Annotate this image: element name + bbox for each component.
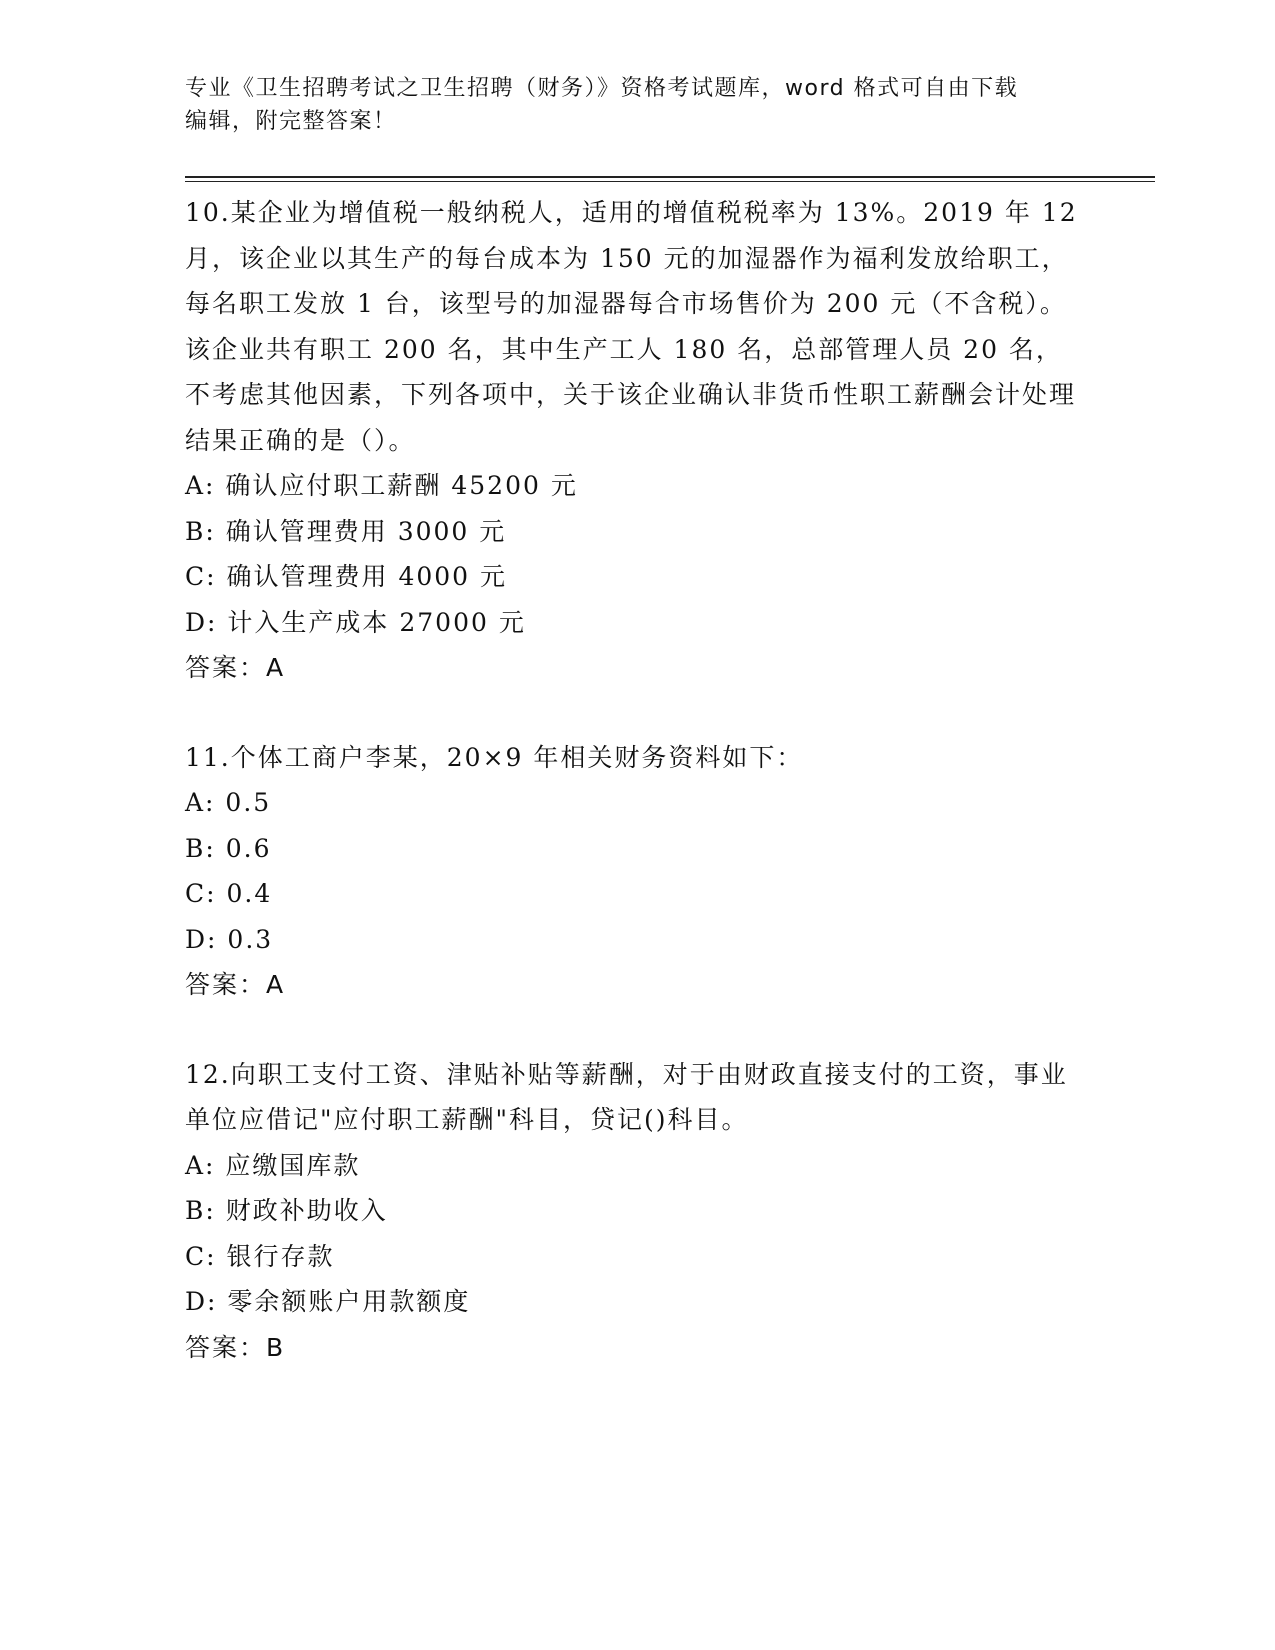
question-11 — [185, 735, 1085, 1008]
option-a: A: 确认应付职工薪酬 45200 元 — [185, 471, 578, 500]
document-header — [185, 72, 1065, 138]
question-10 — [185, 190, 1085, 691]
question-list — [185, 190, 1085, 1414]
option-d: D: 计入生产成本 27000 元 — [185, 607, 526, 637]
answer-label: 答案：A — [185, 970, 286, 999]
option-c: C: 银行存款 — [185, 1241, 335, 1271]
header-divider-thin — [185, 181, 1155, 182]
option-c: C: 0.4 — [185, 879, 273, 908]
header-divider-thick — [185, 176, 1155, 178]
option-d: D: 0.3 — [185, 924, 274, 954]
option-b: B: 确认管理费用 3000 元 — [185, 516, 507, 546]
option-a: A: 0.5 — [185, 788, 272, 817]
header-line-2: 编辑，附完整答案！ — [185, 109, 397, 134]
option-a: A: 应缴国库款 — [185, 1150, 361, 1180]
question-stem: 12.向职工支付工资、津贴补贴等薪酬，对于由财政直接支付的工资，事业单位应借记"应付职工薪酬"科目，贷记()科目。 — [185, 1059, 1068, 1134]
question-stem: 10.某企业为增值税一般纳税人，适用的增值税税率为 13%。2019 年 12 月，该企业以其生产的每台成本为 150 元的加湿器作为福利发放给职工，每名职工发放 1 台，该型号的加湿器每合市场售价为 200 元（不含税）。该企业共有职工 200 名，其中生产工人 180 名，总部管理人员 20 名，不考虑其他因素，下列各项中，关于该企业确认非货币性职工薪酬会计处理结果正确的是（）。 — [185, 198, 1078, 455]
answer-label: 答案：B — [185, 1332, 286, 1362]
option-d: D: 零余额账户用款额度 — [185, 1287, 471, 1316]
header-line-1: 专业《卫生招聘考试之卫生招聘（财务）》资格考试题库，word 格式可自由下载 — [185, 76, 1019, 101]
answer-label: 答案：A — [185, 653, 286, 682]
option-b: B: 财政补助收入 — [185, 1196, 388, 1225]
question-12 — [185, 1052, 1085, 1371]
option-c: C: 确认管理费用 4000 元 — [185, 562, 508, 591]
question-stem: 11.个体工商户李某，20×9 年相关财务资料如下： — [185, 742, 804, 772]
option-b: B: 0.6 — [185, 833, 272, 863]
